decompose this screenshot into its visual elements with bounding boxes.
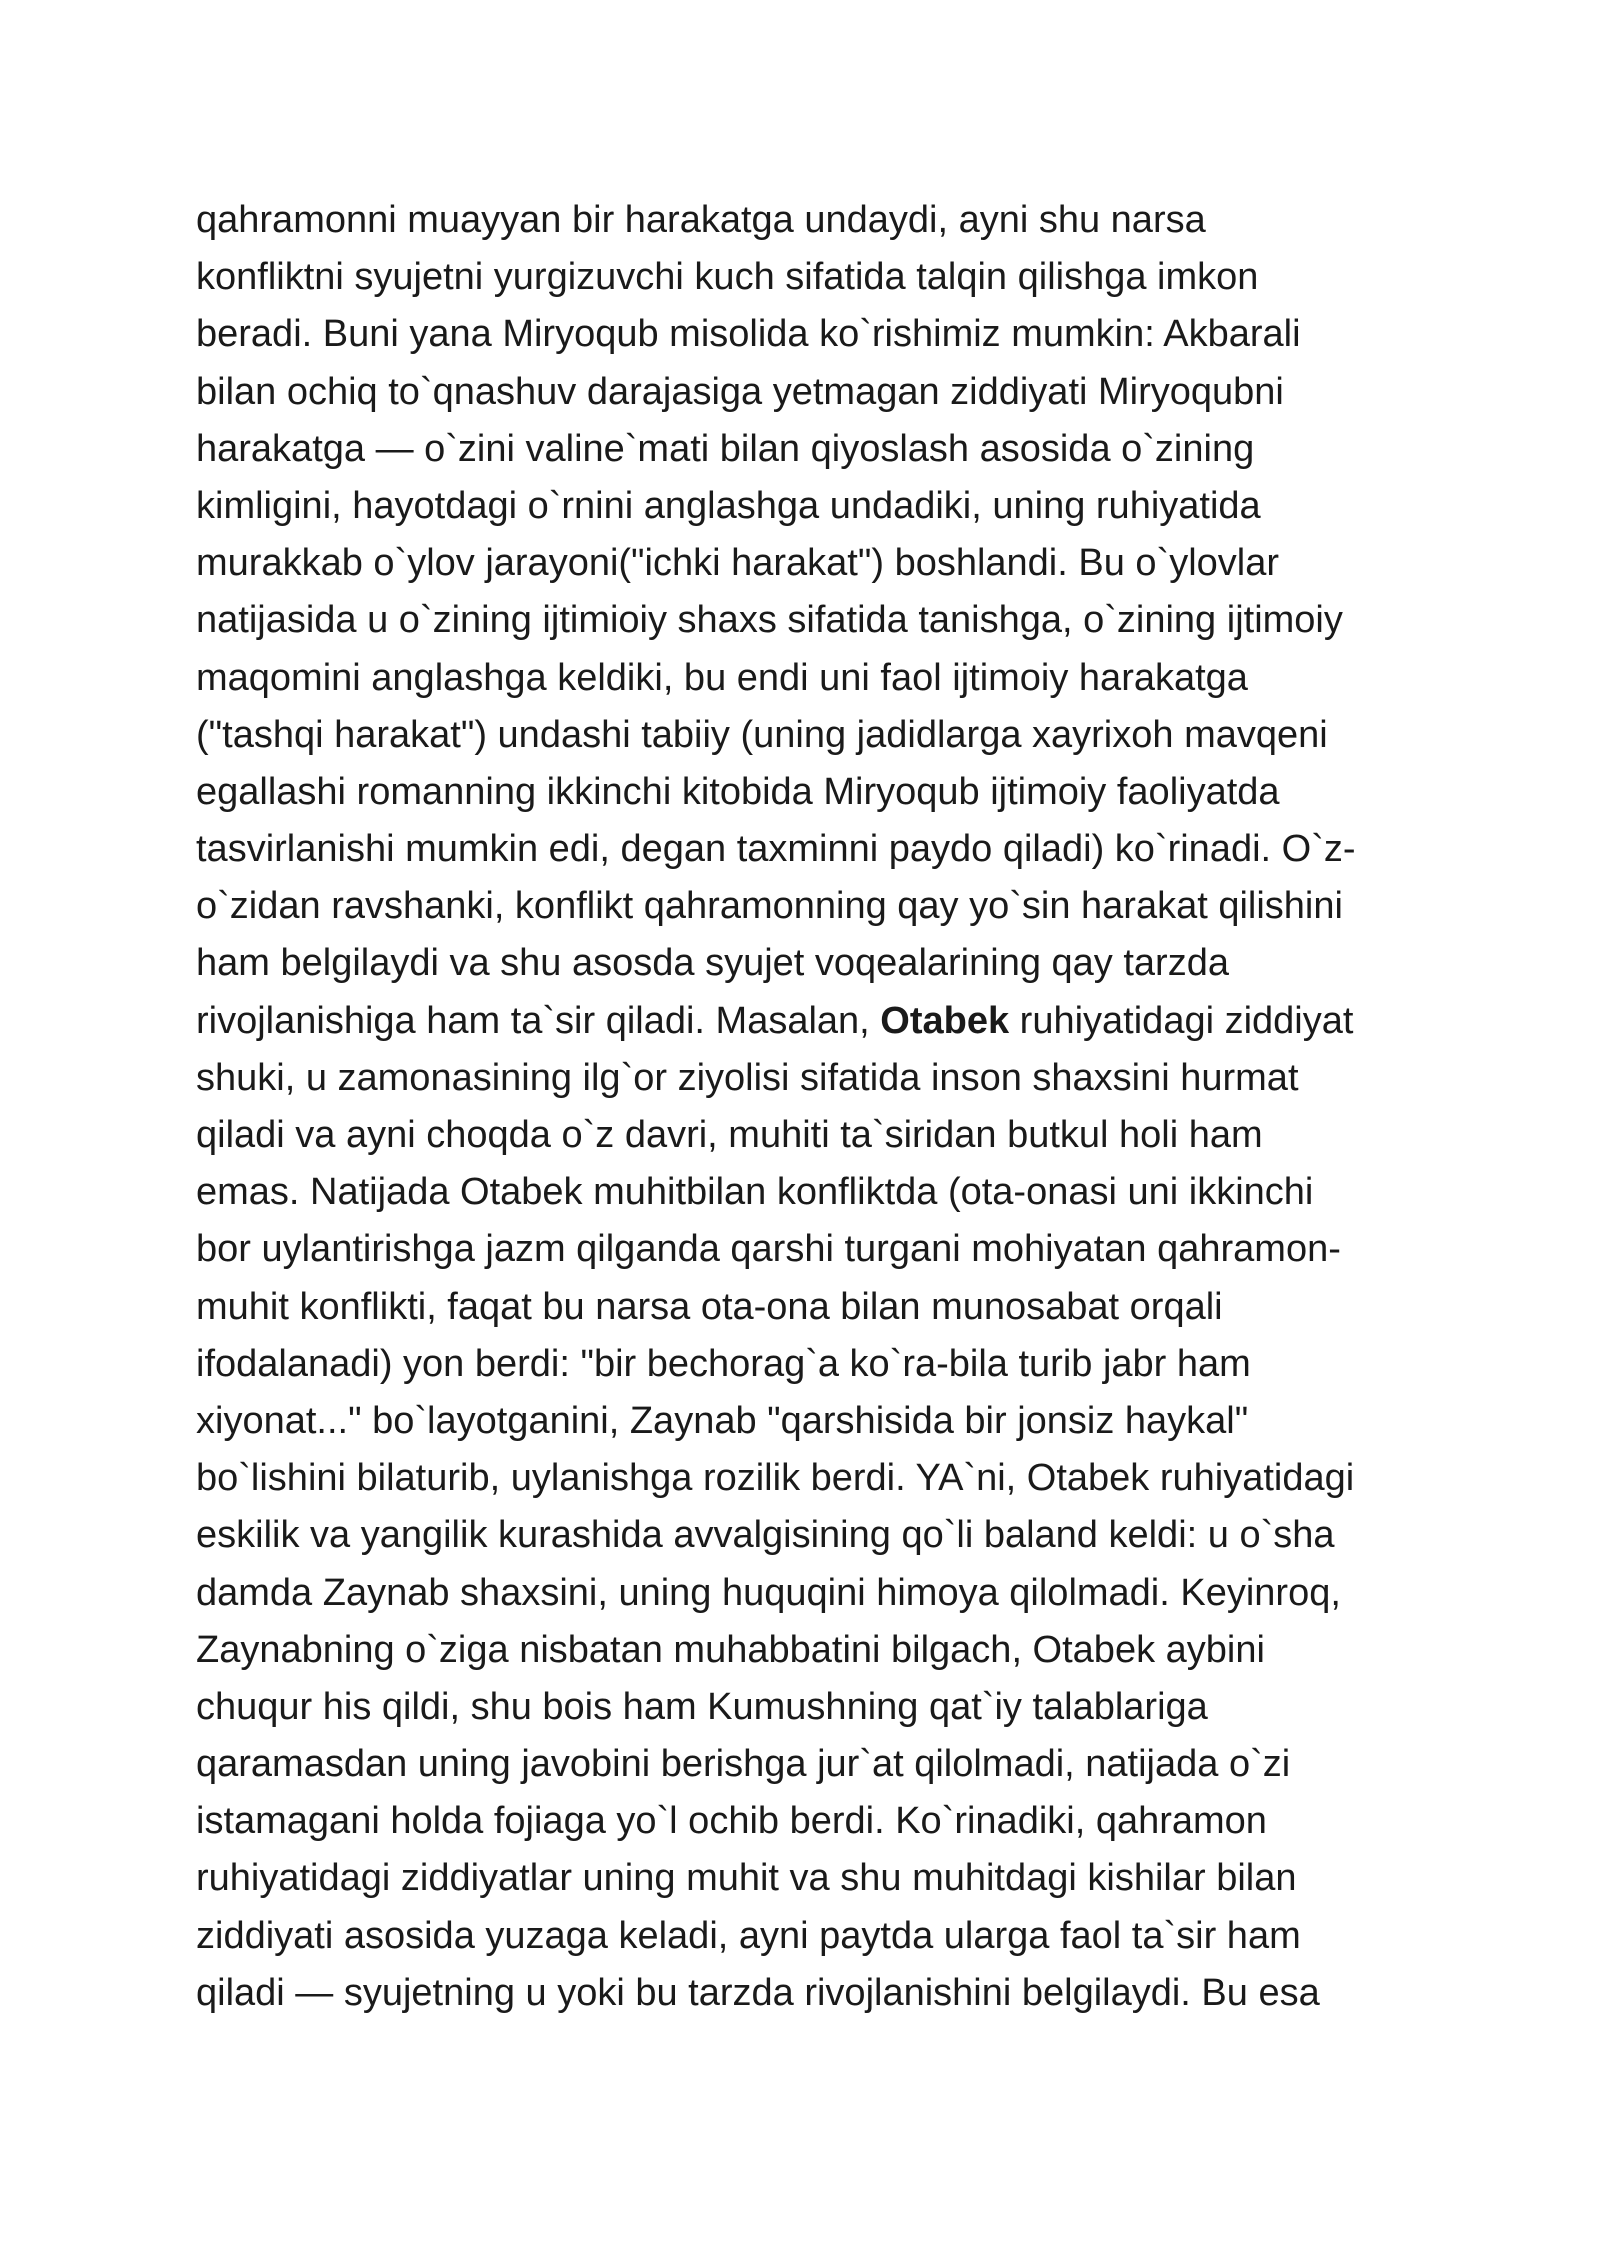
text-line: bilan ochiq to`qnashuv darajasiga yetmagan ziddiyati Miryoqubni — [196, 370, 1284, 413]
text-line: Zaynabning o`ziga nisbatan muhabbatini bilgach, Otabek aybini — [196, 1628, 1265, 1671]
text-line: eskilik va yangilik kurashida avvalgisining qo`li baland keldi: u o`sha — [196, 1514, 1335, 1557]
text-segment: rivojlanishiga ham ta`sir qiladi. Masalan, — [196, 999, 881, 1042]
text-line: konfliktni syujetni yurgizuvchi kuch sifatida talqin qilishga imkon — [196, 256, 1259, 299]
text-line: kimligini, hayotdagi o`rnini anglashga undadiki, uning ruhiyatida — [196, 484, 1261, 527]
text-line: qahramonni muayyan bir harakatga undaydi, ayni shu narsa — [196, 199, 1206, 241]
bold-name-otabek: Otabek — [880, 999, 1010, 1042]
text-line: istamagani holda fojiaga yo`l ochib berdi. Ko`rinadiki, qahramon — [196, 1800, 1267, 1843]
text-line: o`zidan ravshanki, konflikt qahramonning qay yo`sin harakat qilishini — [196, 885, 1343, 928]
text-line: ham belgilaydi va shu asosda syujet voqealarining qay tarzda — [196, 942, 1229, 985]
text-line-with-bold — [196, 993, 1436, 1050]
text-line: shuki, u zamonasining ilg`or ziyolisi sifatida inson shaxsini hurmat — [196, 1056, 1299, 1099]
text-line: maqomini anglashga keldiki, bu endi uni faol ijtimoiy harakatga — [196, 656, 1248, 699]
text-line: ifodalanadi) yon berdi: "bir bechorag`a ko`ra-bila turib jabr ham — [196, 1342, 1251, 1385]
text-line: beradi. Buni yana Miryoqub misolida ko`rishimiz mumkin: Akbarali — [196, 313, 1301, 356]
text-line: ruhiyatidagi ziddiyatlar uning muhit va shu muhitdagi kishilar bilan — [196, 1857, 1297, 1900]
text-line: tasvirlanishi mumkin edi, degan taxminni paydo qiladi) ko`rinadi. O`z- — [196, 828, 1356, 871]
text-line: bo`lishini bilaturib, uylanishga rozilik berdi. YA`ni, Otabek ruhiyatidagi — [196, 1457, 1355, 1500]
text-line: natijasida u o`zining ijtimioiy shaxs sifatida tanishga, o`zining ijtimoiy — [196, 599, 1343, 642]
text-line: ziddiyati asosida yuzaga keladi, ayni paytda ularga faol ta`sir ham — [196, 1914, 1301, 1957]
body-text — [196, 192, 1436, 2022]
text-line: xiyonat..." bo`layotganini, Zaynab "qarshisida bir jonsiz haykal" — [196, 1399, 1249, 1442]
text-line: qiladi — syujetning u yoki bu tarzda rivojlanishini belgilaydi. Bu esa — [196, 1971, 1320, 2014]
text-line: muhit konflikti, faqat bu narsa ota-ona bilan munosabat orqali — [196, 1285, 1223, 1328]
text-line: bor uylantirishga jazm qilganda qarshi turgani mohiyatan qahramon- — [196, 1228, 1341, 1271]
text-line: damda Zaynab shaxsini, uning huquqini himoya qilolmadi. Keyinroq, — [196, 1571, 1341, 1614]
text-line: harakatga — o`zini valine`mati bilan qiyoslash asosida o`zining — [196, 427, 1255, 470]
text-line: chuqur his qildi, shu bois ham Kumushning qat`iy talablariga — [196, 1685, 1208, 1728]
text-segment: ruhiyatidagi ziddiyat — [1009, 999, 1354, 1042]
text-line: emas. Natijada Otabek muhitbilan konfliktda (ota-onasi uni ikkinchi — [196, 1171, 1314, 1214]
text-line: qiladi va ayni choqda o`z davri, muhiti ta`siridan butkul holi ham — [196, 1114, 1263, 1156]
text-line: murakkab o`ylov jarayoni("ichki harakat") boshlandi. Bu o`ylovlar — [196, 542, 1279, 585]
text-line: qaramasdan uning javobini berishga jur`at qilolmadi, natijada o`zi — [196, 1743, 1291, 1786]
text-line: egallashi romanning ikkinchi kitobida Miryoqub ijtimoiy faoliyatda — [196, 770, 1280, 813]
text-line: ("tashqi harakat") undashi tabiiy (uning jadidlarga xayrixoh mavqeni — [196, 713, 1328, 756]
